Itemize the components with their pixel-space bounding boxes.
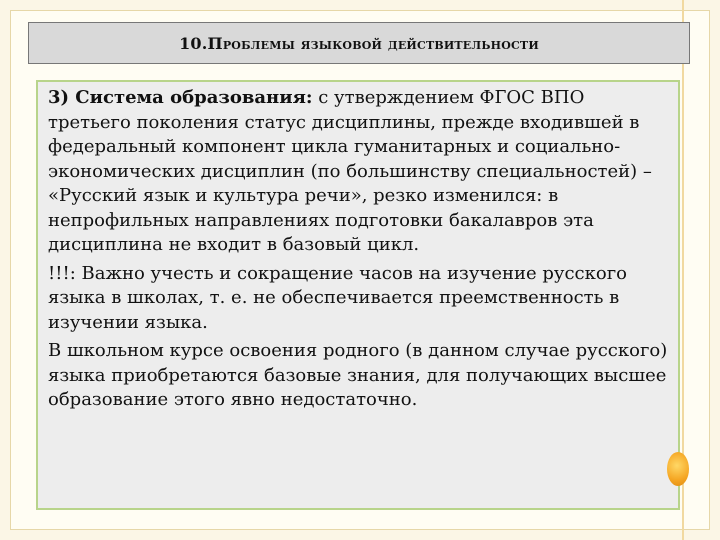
slide-title-bar — [28, 22, 690, 64]
slide-title: 10.Проблемы языковой действительности — [179, 33, 539, 53]
paragraph-school-hours: !!!: Важно учесть и сокращение часов на изучение русского языка в школах, т. е. не обеспечивается преемственность в изучении языка. — [48, 262, 627, 333]
paragraph-lead: 3) Система образования: — [48, 87, 313, 108]
paragraph-education-system — [48, 86, 668, 258]
content-box — [36, 80, 680, 510]
paragraph-body: с утверждением ФГОС ВПО третьего поколения статус дисциплины, прежде входившей в федеральный компонент цикла гуманитарных и социально-экономических дисциплин (по большинству специальностей) – «Русский язык и культура речи», резко изменился: в непрофильных направлениях подготовки бакалавров эта дисциплина не входит в базовый цикл. — [48, 87, 652, 255]
paragraph-school-course: В школьном курсе освоения родного (в данном случае русского) языка приобретаются базовые знания, для получающих высшее образование этого явно недостаточно. — [48, 340, 668, 410]
decorative-orb-icon — [667, 452, 689, 486]
